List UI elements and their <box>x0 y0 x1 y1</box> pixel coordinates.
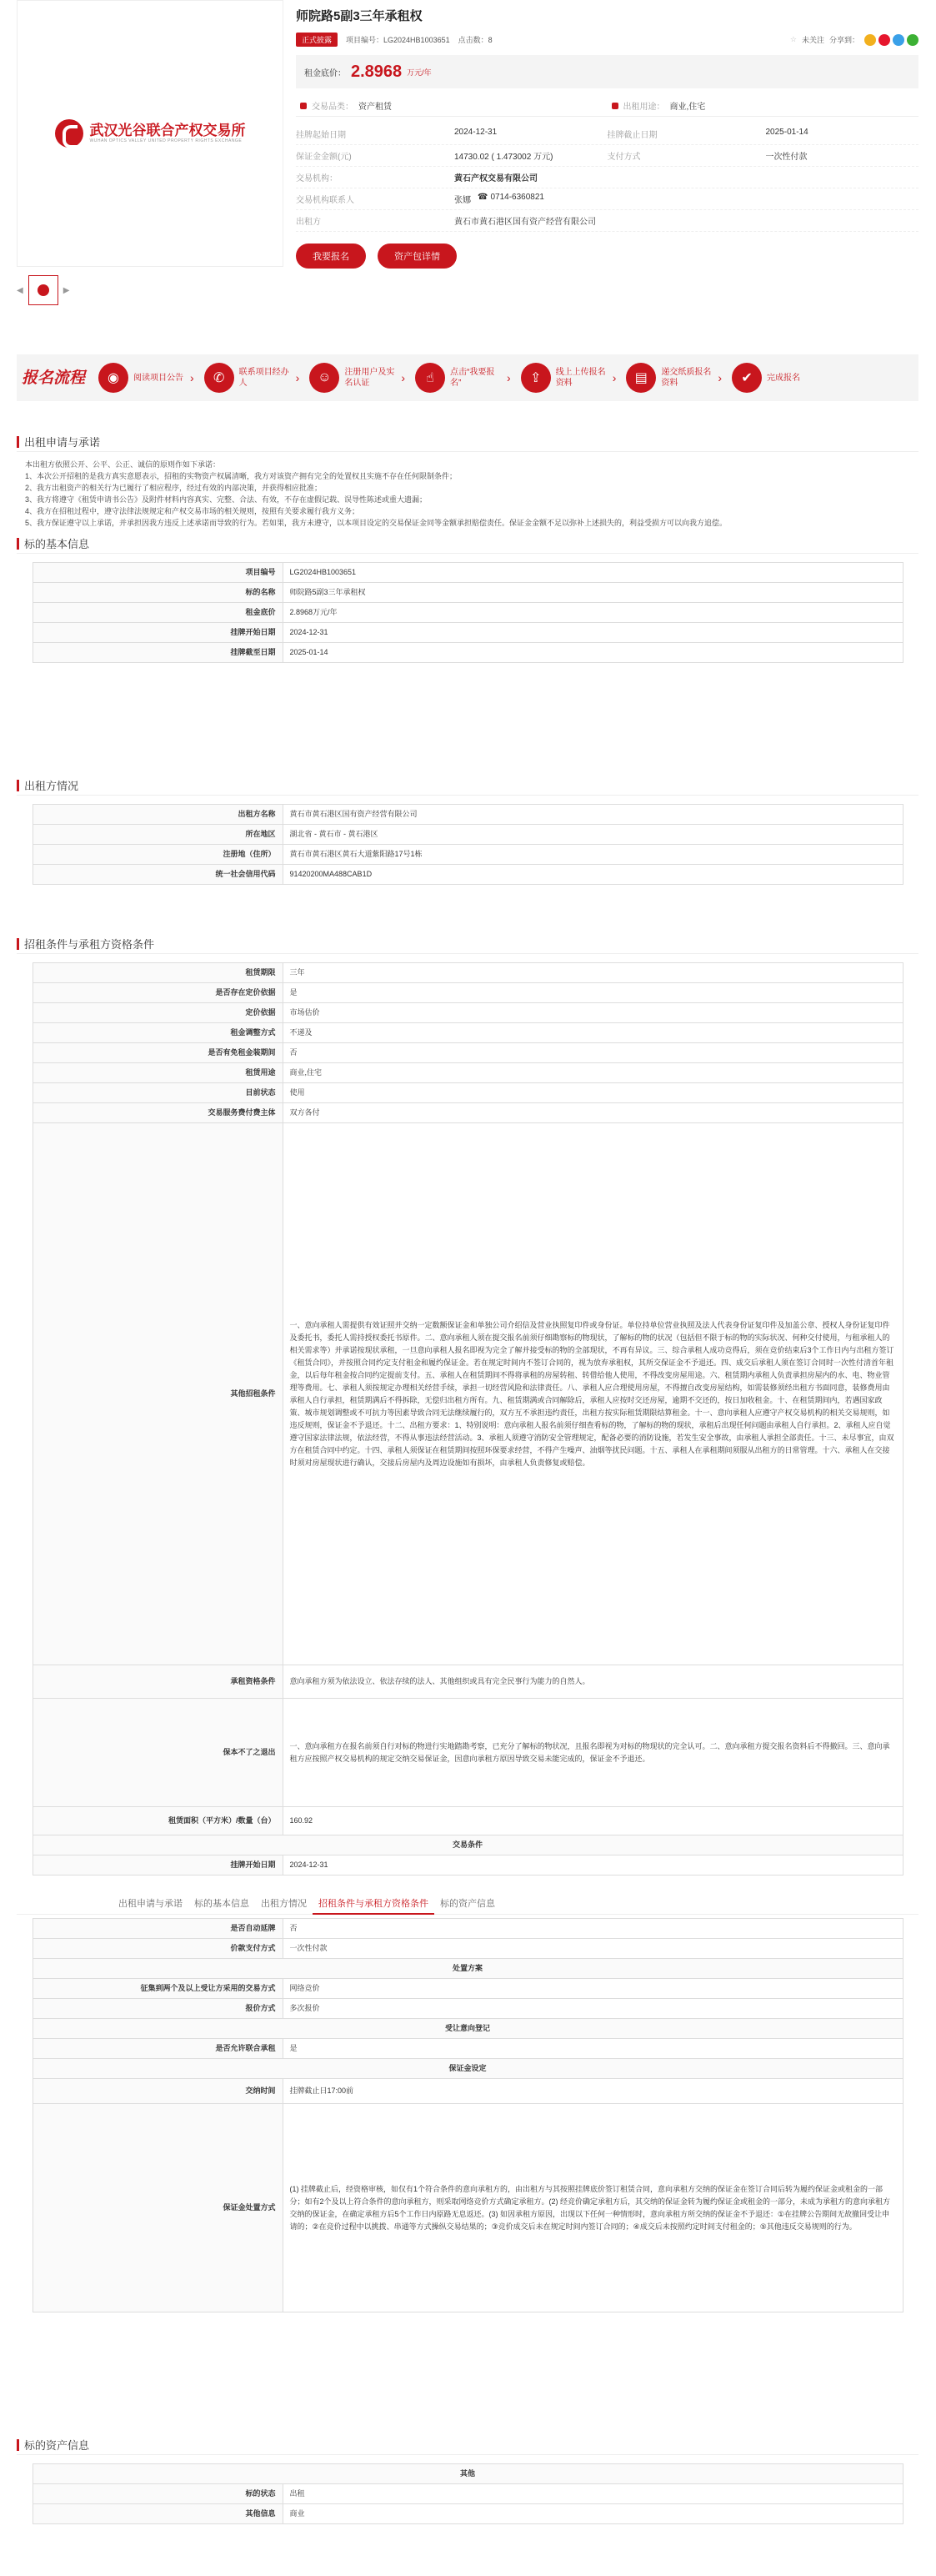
project-image <box>17 0 283 267</box>
cell-value: 市场估价 <box>283 1003 903 1023</box>
phone-icon: ☎ <box>478 193 488 202</box>
flow-step-label: 线上上传报名资料 <box>555 368 606 388</box>
qzone-icon[interactable] <box>864 34 876 46</box>
cell-value: 使用 <box>283 1083 903 1103</box>
project-no: LG2024HB1003651 <box>383 35 450 44</box>
flow-step-label: 递交纸质报名资料 <box>661 368 712 388</box>
cell-value: 网络竞价 <box>283 1979 903 1999</box>
group-header: 保证金设定 <box>33 2059 903 2079</box>
cell-value: 多次报价 <box>283 1999 903 2019</box>
share-label: 分享到： <box>828 36 859 44</box>
arrow-icon: › <box>507 371 511 384</box>
flow-step-label: 阅读项目公告 <box>133 373 183 383</box>
lessor-table <box>33 804 903 885</box>
meta-bar <box>296 33 918 47</box>
arrow-icon: › <box>612 371 617 384</box>
use-icon <box>612 103 618 109</box>
cell-key: 是否有免租金装期间 <box>33 1043 283 1063</box>
cell-key: 保证金处置方式 <box>33 2104 283 2312</box>
deposit-label: 保证金金额(元) <box>296 153 352 162</box>
cell-value: 不递及 <box>283 1023 903 1043</box>
table-row <box>33 825 903 845</box>
logo-sub: WUHAN OPTICS VALLEY UNITED PROPERTY RIGHTS EXCHANGE <box>89 138 243 143</box>
project-no-label: 项目编号： <box>346 36 384 44</box>
end-label: 挂牌截止日期 <box>607 131 658 140</box>
deposit-disposal-text: (1) 挂牌截止后，经资格审核，如仅有1个符合条件的意向承租方的，由出租方与其按照挂牌底价签订租赁合同，意向承租方交纳的保证金在签订合同后转为履约保证金或租金的一部分；如有2个及以上符合条件的意向承租方，则采取网络竞价方式确定承租方。(2) 经竞价确定承租方后，其交纳的保证金转为履约保证金或租金的一部分，未成为承租方的意向承租方交纳的保证金，在确定承租方后5个工作日内原路无息返还。(3) 如因承租方原因，出现以下任何一种情形时，意向承租方所交纳的保证金不予退还：①在挂牌公告期间无故撤回受让申请的；②在竞价过程中以挑拨、串通等方式操纵交易结果的；③竞价成交后未在规定时间内签订合同的；④成交后未按照约定时间支付租金的；⑤其他违反交易规则的行为。 <box>283 2104 903 2312</box>
cell-value: 一、意向承租方在报名前须自行对标的物进行实地踏勘考察，已充分了解标的物状况，且报名即视为对标的物现状的完全认可。二、意向承租方提交报名资料后不得撤回。三、意向承租方应按照产权交易机构的规定交纳交易保证金，因意向承租方原因导致交易未能完成的，保证金不予退还。 <box>283 1699 903 1807</box>
table-row <box>33 2019 903 2039</box>
exchange-logo <box>55 119 246 148</box>
table-row <box>33 865 903 885</box>
table-row <box>33 2104 903 2312</box>
flow-step-label: 完成报名 <box>767 373 801 383</box>
table-row <box>33 845 903 865</box>
weibo-icon[interactable] <box>878 34 890 46</box>
org-value: 黄石产权交易有限公司 <box>454 174 538 183</box>
arrow-icon: › <box>295 371 300 384</box>
cell-value: 2.8968万元/年 <box>283 603 903 623</box>
cell-value: 2024-12-31 <box>283 623 903 643</box>
table-row <box>33 983 903 1003</box>
cell-key: 其他招租条件 <box>33 1123 283 1665</box>
org-label: 交易机构： <box>296 174 338 183</box>
cell-value: 三年 <box>283 963 903 983</box>
table-row <box>33 2504 903 2524</box>
cell-value: 双方各付 <box>283 1103 903 1123</box>
price-unit: 万元/年 <box>407 68 432 77</box>
cell-value: 是 <box>283 2039 903 2059</box>
table-row <box>33 1083 903 1103</box>
signup-flow <box>17 354 918 401</box>
cell-key: 其他信息 <box>33 2504 283 2524</box>
flow-step-label: 点击“我要报名” <box>450 368 495 388</box>
note-line: 3、我方将遵守《租赁申请书公告》及附件材料内容真实、完整、合法、有效，不存在虚假记载、误导性陈述或重大遗漏； <box>25 495 428 504</box>
table-row <box>33 963 903 983</box>
price-value: 2.8968 <box>351 62 403 81</box>
cell-value: 挂牌截止日17:00前 <box>283 2079 903 2104</box>
tab-commitment[interactable]: 出租申请与承诺 <box>118 1898 183 1909</box>
cell-value: LG2024HB1003651 <box>283 563 903 583</box>
wechat-icon[interactable] <box>907 34 918 46</box>
status-badge: 正式披露 <box>296 33 338 47</box>
cell-key: 挂牌开始日期 <box>33 1855 283 1876</box>
cell-key: 标的名称 <box>33 583 283 603</box>
flow-title: 报名流程 <box>22 369 86 387</box>
table-row <box>33 1043 903 1063</box>
clicks: 8 <box>488 35 493 44</box>
page-title: 师院路5副3三年承租权 <box>296 9 423 23</box>
cell-key: 交易服务费付费主体 <box>33 1103 283 1123</box>
cell-value: 商业 <box>283 2504 903 2524</box>
star-icon[interactable]: ☆ <box>789 35 797 43</box>
table-row <box>33 1919 903 1939</box>
table-row <box>33 1023 903 1043</box>
type-value: 资产租赁 <box>358 103 392 112</box>
section-title: 标的资产信息 <box>17 2435 918 2455</box>
arrow-icon: › <box>718 371 723 384</box>
next-arrow-icon[interactable]: ▶ <box>63 285 70 295</box>
section-asset-info <box>17 2435 918 2524</box>
tab-lessor[interactable]: 出租方情况 <box>261 1898 307 1909</box>
upload-icon: ⇪ <box>521 363 551 393</box>
cell-value: 2024-12-31 <box>283 1855 903 1876</box>
cell-value: 否 <box>283 1919 903 1939</box>
flow-step <box>521 363 617 393</box>
section-lessor <box>17 776 918 885</box>
cell-value: 91420200MA488CAB1D <box>283 865 903 885</box>
table-row <box>33 643 903 663</box>
cell-key: 项目编号 <box>33 563 283 583</box>
pay-value: 一次性付款 <box>765 153 808 162</box>
commitment-notes <box>17 452 918 535</box>
table-row <box>33 1665 903 1699</box>
note-line: 本出租方依照公开、公平、公正、诚信的原则作如下承诺： <box>25 460 221 469</box>
table-row <box>33 1063 903 1083</box>
end-value: 2025-01-14 <box>765 128 808 137</box>
cell-value: 黄石市黄石港区黄石大道紫阳路17号1栋 <box>283 845 903 865</box>
project-info <box>296 0 918 269</box>
start-value: 2024-12-31 <box>454 128 498 137</box>
section-title: 标的基本信息 <box>17 534 918 554</box>
table-row <box>33 1699 903 1807</box>
prev-arrow-icon[interactable]: ◀ <box>17 285 23 295</box>
table-row <box>33 1979 903 1999</box>
action-buttons <box>296 244 918 269</box>
use-label: 出租用途： <box>623 103 665 112</box>
cell-key: 是否存在定价依据 <box>33 983 283 1003</box>
section-title: 招租条件与承租方资格条件 <box>17 934 918 954</box>
tab-conditions[interactable]: 招租条件与承租方资格条件 <box>313 1893 434 1915</box>
share-icons <box>864 34 918 46</box>
cell-key: 价款支付方式 <box>33 1939 283 1959</box>
contact-label: 交易机构联系人 <box>296 196 354 205</box>
cell-key: 统一社会信用代码 <box>33 865 283 885</box>
note-line: 4、我方在招租过程中，遵守法律法规规定和产权交易市场的相关规则，按照有关要求履行我方义务； <box>25 507 360 515</box>
thumbnail[interactable] <box>28 275 58 305</box>
cell-key: 租赁用途 <box>33 1063 283 1083</box>
cell-key: 所在地区 <box>33 825 283 845</box>
table-row <box>33 563 903 583</box>
cell-key: 标的状态 <box>33 2484 283 2504</box>
cell-key: 定价依据 <box>33 1003 283 1023</box>
note-line: 2、我方出租资产的相关行为已履行了相应程序，经过有效的内部决策，并获得相应批准； <box>25 484 323 492</box>
conditions-table <box>33 962 903 1876</box>
table-row <box>33 1939 903 1959</box>
signup-button[interactable]: 我要报名 <box>296 244 366 269</box>
note-line: 1、本次公开招租的是我方真实意愿表示，招租的实物资产权属清晰，我方对该资产拥有完全的处置权且实施不存在任何限制条件； <box>25 472 458 480</box>
arrow-icon: › <box>401 371 406 384</box>
clicks-label: 点击数： <box>458 36 488 44</box>
document-icon: ▤ <box>626 363 656 393</box>
cell-key: 目前状态 <box>33 1083 283 1103</box>
basic-info-table <box>33 562 903 663</box>
cell-key: 挂牌截至日期 <box>33 643 283 663</box>
sticky-tab-bar <box>17 1893 918 1915</box>
detail-button[interactable]: 资产包详情 <box>378 244 457 269</box>
flow-step <box>98 363 194 393</box>
table-row <box>33 1855 903 1876</box>
hand-click-icon: ☝ <box>415 363 445 393</box>
flow-step <box>204 363 300 393</box>
cell-key: 挂牌开始日期 <box>33 623 283 643</box>
type-label: 交易品类： <box>312 103 353 112</box>
table-row <box>33 805 903 825</box>
table-row <box>33 1959 903 1979</box>
cell-key: 是否自动延牌 <box>33 1919 283 1939</box>
group-header: 交易条件 <box>33 1835 903 1855</box>
other-conditions-text: 一、意向承租人需提供有效证照并交纳一定数额保证金和单独公司介绍信及营业执照复印件或身份证。单位持单位营业执照及法人代表身份证复印件及加盖公章、授权人身份证复印件及委托书，委托人需持授权委托书原件。二、意向承租人须在提交报名前须仔细勘察标的物现状，了解标的物的状况（包括但不限于标的物的实际状况、何种交付使用，与租承租人的相关需求等）并承诺按现状承租，一旦意向承租人报名即视为完全了解并接受标的物的全部现状，不再有异议。三、综合承租人成功竞得后，须在竞价结束后3个工作日内与出租方签订《租赁合同》，并按照合同约定支付租金和履约保证金。若在规定时间内不签订合同的，视为放弃承租权，其所交保证金不予退还。四、成交后承租人须在签订合同时一次性付清首年租金，以后每年租金按合同约定提前支付。五、承租人在租赁期间不得将承租的房屋转租、转借给他人使用，不得改变房屋用途。六、租赁期内承租人负责承担房屋内的水、电、物业管理等费用。七、承租人须按规定办理相关经营手续，承担一切经营风险和法律责任。八、承租人应合理使用房屋，不得擅自改变房屋结构，如需装修须经出租方书面同意，装修费用由承租人自行承担，租赁期满后不得拆除，无偿归出租方所有。九、租赁期满或合同解除后，承租人应按时交还房屋，逾期不交还的，按日加收租金。十、在租赁期间内，若遇国家政策、城市规划调整或不可抗力等因素导致合同无法继续履行的，双方互不承担违约责任，出租方按实际租赁期限结算租金。十一、意向承租人应遵守产权交易机构的相关交易规则，如违反规则，保证金不予退还。十二、出租方要求：1、特别说明：意向承租人报名前须仔细查看标的物，了解标的物的现状，承租后出现任何问题由承租人自行承担。2、承租人应自觉遵守国家法律法规，依法经营，不得从事违法经营活动。3、承租人须遵守消防安全管理规定，配备必要的消防设施，若发生安全事故，由承租人承担全部责任。十三、未尽事宜，由双方在租赁合同中约定。十四、承租人须保证在租赁期间按照环保要求经营，不得产生噪声、油烟等扰民问题。十五、承租人在承租期间须服从出租方的日常管理。十六、承租人在交接时须对房屋现状进行确认，交接后房屋内及周边设施如有损坏，由承租人负责修复或赔偿。 <box>283 1123 903 1665</box>
flow-step <box>732 363 817 393</box>
contact-name: 张娜 <box>454 196 471 205</box>
logo-name: 武汉光谷联合产权交易所 <box>89 123 246 138</box>
table-row <box>33 1123 903 1665</box>
asset-table <box>33 2463 903 2524</box>
contact-phone: 0714-6360821 <box>490 193 544 202</box>
table-row <box>33 2079 903 2104</box>
cell-value: 是 <box>283 983 903 1003</box>
note-line: 5、我方保证遵守以上承诺，并承担因我方违反上述承诺而导致的行为。若如果，我方未遵守，以本项目设定的交易保证金同等金额承担赔偿责任。保证金金额不足以弥补上述损失的，利益受损方可以向我方追偿。 <box>25 519 728 527</box>
table-row <box>33 1003 903 1023</box>
phone-call-icon: ✆ <box>204 363 234 393</box>
lessor-value: 黄石市黄石港区国有资产经营有限公司 <box>454 218 596 227</box>
cell-key: 承租资格条件 <box>33 1665 283 1699</box>
conditions-table-cont <box>33 1918 903 2312</box>
qq-icon[interactable] <box>893 34 904 46</box>
category-icon <box>300 103 307 109</box>
lessor-label: 出租方 <box>296 218 321 227</box>
price-bar <box>296 55 918 88</box>
thumbnail-logo-icon <box>38 284 49 296</box>
section-basic-info <box>17 534 918 663</box>
cell-key: 出租方名称 <box>33 805 283 825</box>
cell-value: 出租 <box>283 2484 903 2504</box>
section-title: 出租申请与承诺 <box>17 432 918 452</box>
tab-asset-info[interactable]: 标的资产信息 <box>440 1898 495 1909</box>
cell-value: 意向承租方须为依法设立、依法存续的法人、其他组织或具有完全民事行为能力的自然人。 <box>283 1665 903 1699</box>
section-conditions <box>17 934 918 1876</box>
table-row <box>33 1835 903 1855</box>
flow-step <box>626 363 722 393</box>
follow-button[interactable]: 未关注 <box>801 36 824 44</box>
start-label: 挂牌起始日期 <box>296 131 346 140</box>
cell-key: 交纳时间 <box>33 2079 283 2104</box>
cell-key: 报价方式 <box>33 1999 283 2019</box>
table-row <box>33 2464 903 2484</box>
cell-value: 160.92 <box>283 1807 903 1835</box>
cell-value: 2025-01-14 <box>283 643 903 663</box>
group-header: 受让意向登记 <box>33 2019 903 2039</box>
eye-icon: ◉ <box>98 363 128 393</box>
section-title: 出租方情况 <box>17 776 918 796</box>
use-value: 商业,住宅 <box>669 103 706 112</box>
info-rows <box>296 123 918 232</box>
cell-value: 黄石市黄石港区国有资产经营有限公司 <box>283 805 903 825</box>
cell-value: 否 <box>283 1043 903 1063</box>
check-icon: ✔ <box>732 363 762 393</box>
table-row <box>33 583 903 603</box>
cell-key: 保本不了之退出 <box>33 1699 283 1807</box>
group-header: 其他 <box>33 2464 903 2484</box>
flow-step-label: 联系项目经办人 <box>238 368 289 388</box>
category-row <box>296 95 918 117</box>
cell-key: 租金底价 <box>33 603 283 623</box>
arrow-icon: › <box>190 371 194 384</box>
tab-basic-info[interactable]: 标的基本信息 <box>194 1898 249 1909</box>
user-icon: ☺ <box>309 363 339 393</box>
cell-value: 一次性付款 <box>283 1939 903 1959</box>
cell-value: 师院路5副3三年承租权 <box>283 583 903 603</box>
pay-label: 支付方式 <box>607 153 641 162</box>
table-row <box>33 1999 903 2019</box>
group-header: 处置方案 <box>33 1959 903 1979</box>
cell-key: 注册地（住所） <box>33 845 283 865</box>
cell-key: 租金调整方式 <box>33 1023 283 1043</box>
table-row <box>33 1807 903 1835</box>
cell-key: 是否允许联合承租 <box>33 2039 283 2059</box>
cell-key: 租赁期限 <box>33 963 283 983</box>
table-row <box>33 1103 903 1123</box>
cell-value: 商业,住宅 <box>283 1063 903 1083</box>
thumbnail-strip <box>17 275 69 305</box>
table-row <box>33 2484 903 2504</box>
table-row <box>33 2039 903 2059</box>
table-row <box>33 603 903 623</box>
section-conditions-cont <box>17 1918 918 2312</box>
cell-key: 征集到两个及以上受让方采用的交易方式 <box>33 1979 283 1999</box>
flow-step <box>415 363 511 393</box>
flow-step <box>309 363 405 393</box>
table-row <box>33 2059 903 2079</box>
table-row <box>33 623 903 643</box>
price-label: 租金底价： <box>304 68 346 78</box>
deposit-value: 14730.02 ( 1.473002 万元) <box>454 153 553 162</box>
cell-key: 租赁面积（平方米）/数量（台） <box>33 1807 283 1835</box>
cell-value: 湖北省 - 黄石市 - 黄石港区 <box>283 825 903 845</box>
flow-step-label: 注册用户及实名认证 <box>344 368 395 388</box>
logo-mark-icon <box>55 119 83 148</box>
section-commitment <box>17 432 918 535</box>
